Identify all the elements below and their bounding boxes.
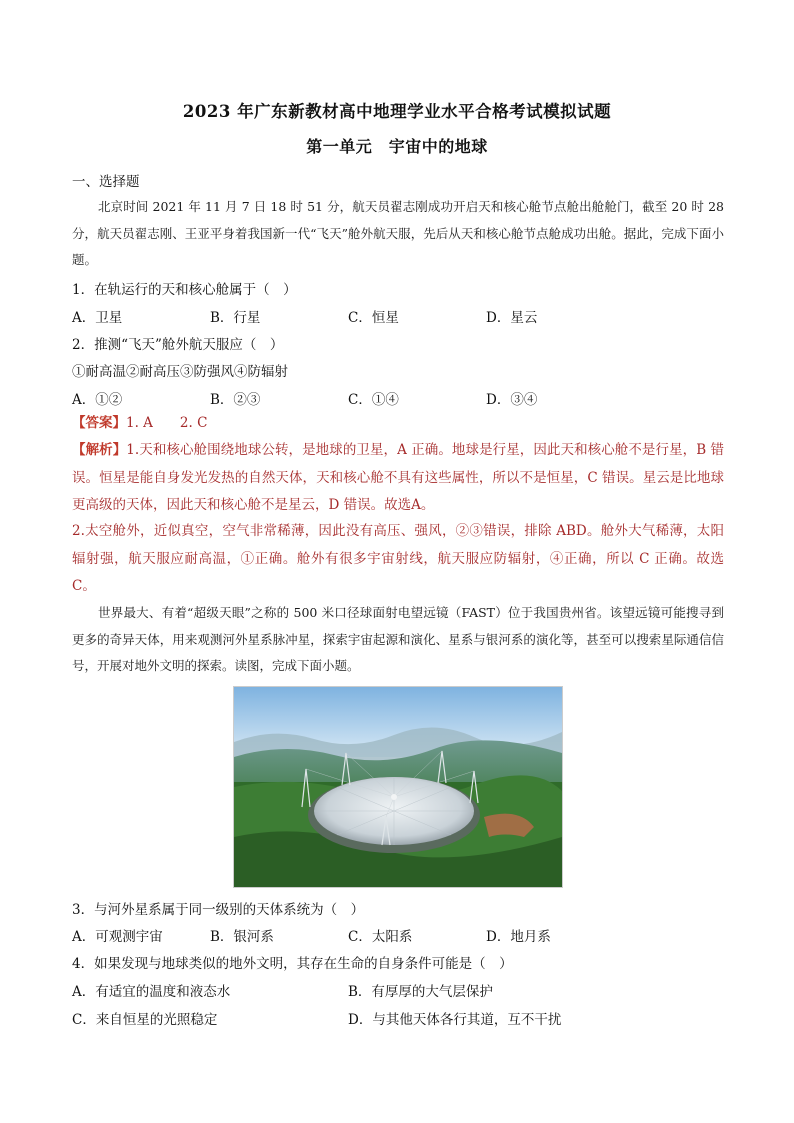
q3-option-b: B．银河系 [210,929,274,945]
q2-option-a: A．①② [72,392,123,408]
q3-option-c: C．太阳系 [348,929,413,945]
q2-option-b: B．②③ [210,392,261,408]
q4-option-a: A．有适宜的温度和液态水 [72,984,231,1000]
q2-option-d: D．③④ [486,392,538,408]
q1-option-c: C．恒星 [348,310,399,326]
question-2-statements: ①耐高温②耐高压③防强风④防辐射 [72,364,288,380]
answer-block [72,410,724,438]
question-4-stem: 4．如果发现与地球类似的地外文明，其存在生命的自身条件可能是（ ） [72,956,513,972]
section-heading: 一、选择题 [72,174,140,190]
fast-telescope-photo [233,686,563,888]
unit-subtitle: 第一单元 宇宙中的地球 [306,137,488,156]
q3-option-a: A．可观测宇宙 [72,929,163,945]
analysis-paragraph-1 [72,437,724,520]
q2-option-c: C．①④ [348,392,399,408]
question-3-stem: 3．与河外星系属于同一级别的天体系统为（ ） [72,902,365,918]
passage-1: 北京时间 2021 年 11 月 7 日 18 时 51 分，航天员翟志刚成功开启天和核心舱节点舱出舱舱门，截至 20 时 28 分，航天员翟志刚、王亚平身着我国新一代“飞天”舱外航天服，先后从天和核心舱节点舱成功出舱。据此，完成下面小题。 [72,199,724,267]
analysis-tag: 【解析】 [72,442,127,458]
answer-text: 1. A 2. C [126,415,208,431]
q1-option-b: B．行星 [210,310,261,326]
fast-telescope-illustration [234,687,562,887]
question-1-stem: 1．在轨运行的天和核心舱属于（ ） [72,282,297,298]
q4-option-c: C．来自恒星的光照稳定 [72,1012,218,1028]
q3-option-d: D．地月系 [486,929,551,945]
answer-tag: 【答案】 [72,415,126,431]
q4-option-d: D．与其他天体各行其道，互不干扰 [348,1012,562,1028]
analysis-text-1: 1.天和核心舱围绕地球公转，是地球的卫星，A 正确。地球是行星，因此天和核心舱不是行星，B 错误。恒星是能自身发光发热的自然天体，天和核心舱不具有这些属性，所以不是恒星，C 错误。星云是比地球更高级的天体，因此天和核心舱不是星云，D 错误。故选A。 [72,442,725,513]
question-2-stem: 2．推测“飞天”舱外航天服应（ ） [72,337,284,353]
page-title: 2023 年广东新教材高中地理学业水平合格考试模拟试题 [182,102,612,121]
q1-option-a: A．卫星 [72,310,123,326]
passage-2: 世界最大、有着“超级天眼”之称的 500 米口径球面射电望远镜（FAST）位于我国贵州省。该望远镜可能搜寻到更多的奇异天体，用来观测河外星系脉冲星，探索宇宙起源和演化、星系与银河系的演化等，甚至可以搜索星际通信信号，开展对地外文明的探索。读图，完成下面小题。 [72,605,724,673]
q1-option-d: D．星云 [486,310,538,326]
analysis-paragraph-2: 2.太空舱外，近似真空，空气非常稀薄，因此没有高压、强风，②③错误，排除 ABD。舱外大气稀薄，太阳辐射强，航天服应耐高温，①正确。舱外有很多宇宙射线，航天服应防辐射，④正确，所以 C 正确。故选 C。 [72,523,724,594]
q4-option-b: B．有厚厚的大气层保护 [348,984,493,1000]
